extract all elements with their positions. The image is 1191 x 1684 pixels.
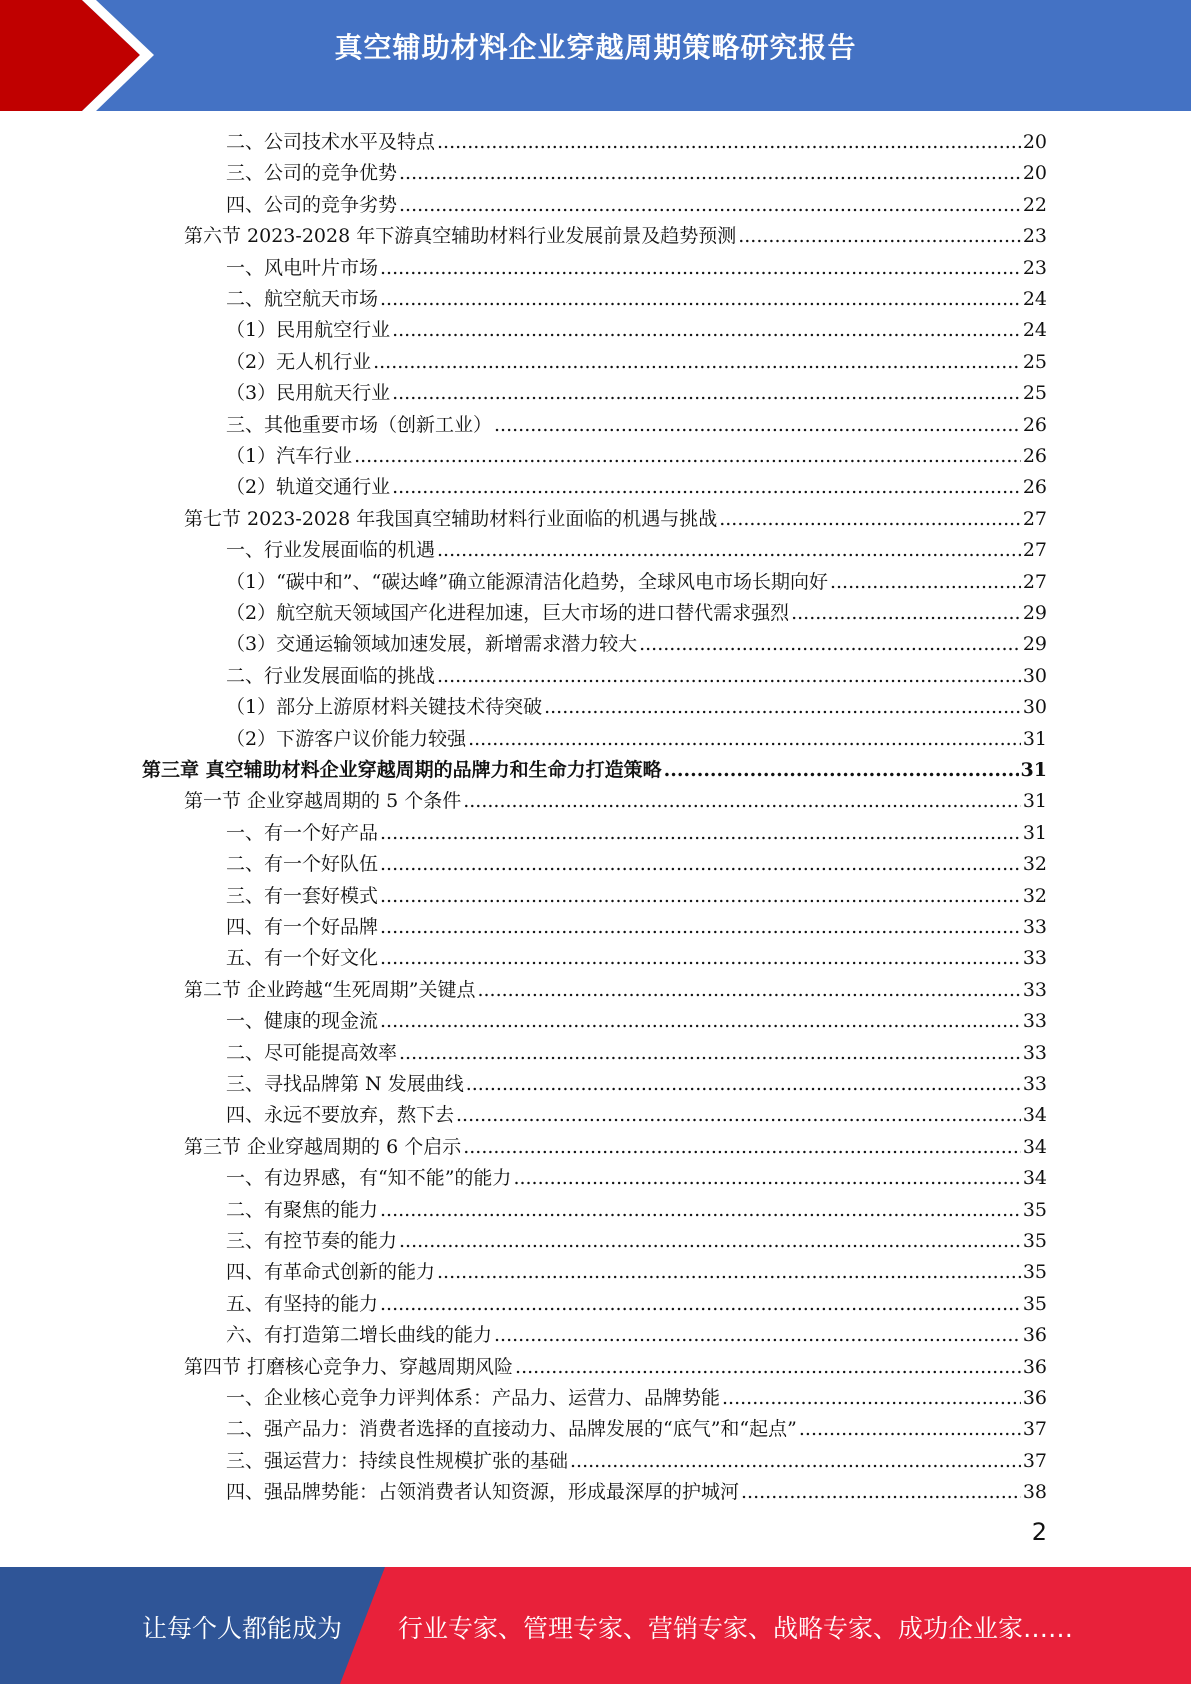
toc-entry[interactable] [184, 1352, 1047, 1383]
toc-entry[interactable] [226, 1100, 1047, 1131]
toc-entry-title: 四、强品牌势能：占领消费者认知资源，形成最深厚的护城河 [226, 1481, 740, 1504]
toc-entry-title: 第二节 企业跨越“生死周期”关键点 [184, 978, 476, 1001]
toc-entry[interactable] [226, 1320, 1047, 1351]
toc-entry[interactable] [226, 818, 1047, 849]
toc-dot-leader [830, 567, 1021, 598]
toc-entry-title: 二、尽可能提高效率 [226, 1041, 398, 1064]
toc-dot-leader [380, 943, 1021, 974]
toc-entry-title: 第三章 真空辅助材料企业穿越周期的品牌力和生命力打造策略 [142, 759, 662, 781]
toc-entry-page: 29 [1022, 602, 1047, 624]
toc-dot-leader [354, 441, 1021, 472]
toc-dot-leader [380, 818, 1021, 849]
toc-entry-title: （3）交通运输领域加速发展，新增需求潜力较大 [226, 633, 638, 656]
toc-dot-leader [380, 253, 1021, 284]
toc-entry-page: 24 [1022, 319, 1047, 342]
footer-slogan-right: 行业专家、管理专家、营销专家、战略专家、成功企业家…… [398, 1614, 1074, 1643]
toc-entry[interactable] [226, 629, 1047, 660]
toc-dot-leader [380, 849, 1021, 880]
toc-entry-page: 20 [1022, 162, 1047, 185]
toc-dot-leader [719, 504, 1021, 535]
toc-entry-title: 一、有边界感，有“知不能”的能力 [226, 1167, 512, 1190]
toc-entry-page: 23 [1022, 256, 1047, 279]
toc-entry-title: 第三节 企业穿越周期的 6 个启示 [184, 1135, 462, 1158]
toc-dot-leader [741, 1477, 1021, 1508]
toc-entry[interactable] [226, 881, 1047, 912]
toc-entry-page: 36 [1022, 1387, 1047, 1409]
toc-entry-page: 34 [1022, 1167, 1047, 1190]
toc-entry-page: 35 [1022, 1230, 1047, 1252]
toc-entry-page: 27 [1022, 539, 1047, 562]
toc-entry[interactable] [184, 1132, 1047, 1163]
toc-entry-title: 二、航空航天市场 [226, 288, 379, 310]
toc-entry-page: 36 [1022, 1355, 1047, 1378]
toc-entry-title: 第四节 打磨核心竞争力、穿越周期风险 [184, 1355, 514, 1378]
toc-entry-page: 34 [1022, 1104, 1047, 1127]
toc-entry[interactable] [226, 1257, 1047, 1288]
toc-dot-leader [380, 284, 1021, 315]
toc-entry-page: 24 [1022, 288, 1047, 310]
toc-entry-title: （3）民用航天行业 [226, 382, 391, 405]
page-number: 2 [1031, 1518, 1047, 1546]
toc-dot-leader [722, 1383, 1021, 1414]
toc-entry-title: 一、风电叶片市场 [226, 256, 379, 279]
toc-entry-title: （2）轨道交通行业 [226, 476, 391, 499]
toc-entry-page: 31 [1022, 821, 1047, 844]
toc-dot-leader [392, 315, 1021, 346]
toc-dot-leader [456, 1100, 1021, 1131]
toc-entry-title: （2）航空航天领域国产化进程加速，巨大市场的进口替代需求强烈 [226, 602, 790, 624]
toc-entry-page: 33 [1022, 1073, 1047, 1095]
report-title: 真空辅助材料企业穿越周期策略研究报告 [334, 31, 857, 64]
toc-dot-leader [380, 1289, 1021, 1320]
toc-entry-page: 29 [1022, 633, 1047, 656]
toc-entry-title: 二、有聚焦的能力 [226, 1198, 379, 1221]
toc-entry-title: （1）民用航空行业 [226, 319, 391, 342]
toc-entry-page: 33 [1022, 947, 1047, 970]
toc-entry-title: 第六节 2023-2028 年下游真空辅助材料行业发展前景及趋势预测 [184, 225, 737, 248]
toc-dot-leader [515, 1352, 1021, 1383]
toc-entry-title: （1）汽车行业 [226, 445, 353, 467]
toc-dot-leader [380, 1006, 1021, 1037]
toc-entry[interactable] [226, 284, 1047, 315]
toc-entry[interactable] [226, 1446, 1047, 1477]
toc-dot-leader [392, 472, 1021, 503]
toc-entry[interactable] [226, 943, 1047, 974]
toc-dot-leader [570, 1446, 1021, 1477]
toc-entry-page: 33 [1022, 916, 1047, 938]
toc-dot-leader [392, 378, 1021, 409]
toc-entry-title: 四、公司的竞争劣势 [226, 193, 398, 216]
toc-entry-title: 第七节 2023-2028 年我国真空辅助材料行业面临的机遇与挑战 [184, 507, 718, 530]
toc-dot-leader [664, 755, 1019, 786]
toc-entry-title: （1）部分上游原材料关键技术待突破 [226, 696, 543, 719]
toc-dot-leader [513, 1163, 1020, 1194]
toc-entry[interactable] [142, 755, 1047, 786]
toc-entry-title: 五、有坚持的能力 [226, 1292, 379, 1315]
toc-entry[interactable] [226, 1038, 1047, 1069]
toc-entry-title: 二、有一个好队伍 [226, 853, 379, 876]
toc-entry-page: 35 [1022, 1198, 1047, 1221]
toc-dot-leader [738, 221, 1021, 252]
toc-entry-page: 27 [1022, 570, 1047, 593]
toc-entry-title: 一、行业发展面临的机遇 [226, 539, 436, 562]
toc-entry[interactable] [226, 441, 1047, 472]
toc-entry-page: 31 [1022, 790, 1047, 813]
toc-entry[interactable] [226, 849, 1047, 880]
toc-entry[interactable] [226, 598, 1047, 629]
toc-dot-leader [437, 127, 1021, 158]
toc-entry-title: （1）“碳中和”、“碳达峰”确立能源清洁化趋势，全球风电市场长期向好 [226, 570, 828, 593]
toc-entry-title: （2）下游客户议价能力较强 [226, 727, 467, 750]
toc-entry-page: 33 [1022, 1010, 1047, 1033]
toc-entry[interactable] [226, 253, 1047, 284]
toc-entry[interactable] [226, 1383, 1047, 1414]
toc-entry-page: 26 [1022, 413, 1047, 436]
toc-entry[interactable] [226, 1414, 1047, 1445]
toc-entry[interactable] [226, 567, 1047, 598]
toc-dot-leader [380, 912, 1021, 943]
toc-entry-title: 二、公司技术水平及特点 [226, 131, 436, 153]
toc-dot-leader [380, 881, 1021, 912]
toc-entry-title: 三、寻找品牌第 N 发展曲线 [226, 1073, 464, 1095]
toc-entry[interactable] [184, 786, 1047, 817]
toc-entry[interactable] [226, 661, 1047, 692]
toc-dot-leader [373, 347, 1021, 378]
toc-entry-page: 27 [1022, 507, 1047, 530]
toc-entry-page: 33 [1022, 978, 1047, 1001]
toc-entry[interactable] [226, 1289, 1047, 1320]
toc-entry-title: 一、有一个好产品 [226, 821, 379, 844]
toc-entry-page: 35 [1022, 1292, 1047, 1315]
toc-entry[interactable] [226, 912, 1047, 943]
toc-entry-page: 23 [1022, 225, 1047, 248]
toc-entry-title: 四、有一个好品牌 [226, 916, 379, 938]
toc-entry[interactable] [226, 158, 1047, 189]
toc-entry[interactable] [226, 1477, 1047, 1508]
toc-entry-page: 25 [1022, 382, 1047, 405]
toc-entry-page: 30 [1022, 696, 1047, 719]
toc-dot-leader [466, 1069, 1021, 1100]
toc-entry-title: 四、永远不要放弃，熬下去 [226, 1104, 455, 1127]
toc-dot-leader [380, 1195, 1021, 1226]
toc-dot-leader [639, 629, 1021, 660]
toc-dot-leader [494, 410, 1021, 441]
toc-entry-page: 22 [1022, 193, 1047, 216]
toc-dot-leader [437, 661, 1021, 692]
toc-entry[interactable] [226, 692, 1047, 723]
toc-entry-title: 二、行业发展面临的挑战 [226, 664, 436, 687]
toc-entry-page: 20 [1022, 131, 1047, 153]
toc-entry-title: 二、强产品力：消费者选择的直接动力、品牌发展的“底气”和“起点” [226, 1418, 797, 1441]
toc-entry[interactable] [226, 1226, 1047, 1257]
toc-entry-page: 32 [1022, 853, 1047, 876]
toc-entry-page: 36 [1022, 1324, 1047, 1347]
toc-dot-leader [463, 1132, 1021, 1163]
toc-dot-leader [544, 692, 1021, 723]
toc-dot-leader [437, 535, 1021, 566]
toc-entry-page: 26 [1022, 476, 1047, 499]
toc-entry[interactable] [226, 1163, 1047, 1194]
toc-entry[interactable] [226, 1006, 1047, 1037]
toc-entry[interactable] [226, 472, 1047, 503]
toc-entry-title: 三、其他重要市场（创新工业） [226, 413, 493, 436]
toc-entry-page: 34 [1022, 1135, 1047, 1158]
toc-entry[interactable] [184, 975, 1047, 1006]
toc-entry-title: 六、有打造第二增长曲线的能力 [226, 1324, 493, 1347]
toc-entry[interactable] [226, 1069, 1047, 1100]
toc-entry-title: 第一节 企业穿越周期的 5 个条件 [184, 790, 462, 813]
toc-entry[interactable] [226, 347, 1047, 378]
toc-entry-page: 37 [1022, 1449, 1047, 1472]
footer-slogan-left: 让每个人都能成为 [142, 1614, 343, 1643]
toc-entry[interactable] [226, 315, 1047, 346]
toc-entry[interactable] [226, 724, 1047, 755]
toc-entry-title: 一、健康的现金流 [226, 1010, 379, 1033]
toc-entry-page: 32 [1022, 884, 1047, 907]
page-header [0, 0, 1191, 111]
toc-dot-leader [494, 1320, 1021, 1351]
toc-entry-title: （2）无人机行业 [226, 350, 372, 373]
toc-entry[interactable] [226, 410, 1047, 441]
toc-entry-page: 30 [1022, 664, 1047, 687]
toc-entry[interactable] [226, 378, 1047, 409]
toc-entry-title: 五、有一个好文化 [226, 947, 379, 970]
toc-entry-page: 38 [1022, 1481, 1047, 1504]
toc-entry-title: 一、企业核心竞争力评判体系：产品力、运营力、品牌势能 [226, 1387, 721, 1409]
toc-dot-leader [463, 786, 1021, 817]
toc-entry[interactable] [226, 127, 1047, 158]
toc-dot-leader [799, 1414, 1021, 1445]
toc-dot-leader [399, 1038, 1021, 1069]
toc-entry-title: 三、强运营力：持续良性规模扩张的基础 [226, 1449, 569, 1472]
toc-entry-page: 26 [1022, 445, 1047, 467]
toc-entry-page: 35 [1022, 1261, 1047, 1284]
toc-dot-leader [437, 1257, 1021, 1288]
toc-dot-leader [399, 158, 1021, 189]
toc-entry-title: 三、公司的竞争优势 [226, 162, 398, 185]
toc-entry[interactable] [226, 190, 1047, 221]
toc-dot-leader [399, 1226, 1021, 1257]
toc-dot-leader [399, 190, 1021, 221]
toc-entry[interactable] [184, 504, 1047, 535]
toc-entry-page: 37 [1022, 1418, 1047, 1441]
toc-entry-title: 三、有控节奏的能力 [226, 1230, 398, 1252]
toc-dot-leader [477, 975, 1020, 1006]
toc-entry-page: 25 [1022, 350, 1047, 373]
toc-entry[interactable] [184, 221, 1047, 252]
toc-entry-page: 31 [1022, 727, 1047, 750]
toc-entry-title: 四、有革命式创新的能力 [226, 1261, 436, 1284]
toc-dot-leader [468, 724, 1021, 755]
toc-dot-leader [791, 598, 1021, 629]
toc-entry[interactable] [226, 535, 1047, 566]
toc-entry-title: 三、有一套好模式 [226, 884, 379, 907]
toc-entry-page: 31 [1020, 759, 1047, 781]
page-footer [0, 1567, 1191, 1684]
toc-entry[interactable] [226, 1195, 1047, 1226]
toc-entry-page: 33 [1022, 1041, 1047, 1064]
